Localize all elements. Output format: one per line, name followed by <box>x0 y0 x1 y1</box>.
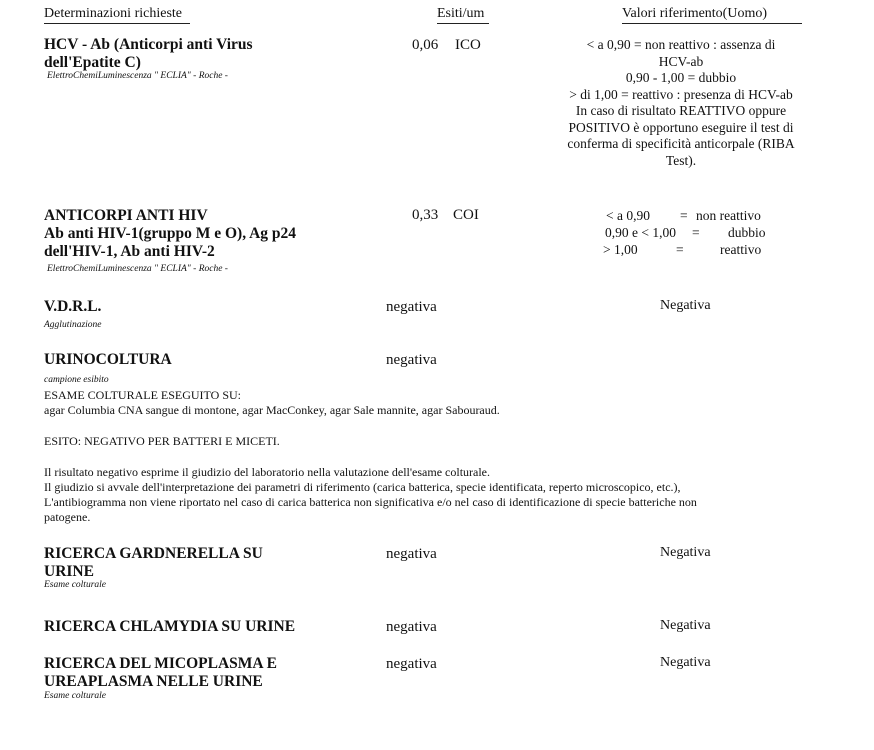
urino-note: L'antibiogramma non viene riportato nel caso di carica batterica non significativa e/o nel caso di identificazione di specie batteriche non <box>44 495 697 509</box>
header-underline <box>622 23 802 24</box>
hiv-ref-row: 0,90 e < 1,00 = dubbio <box>605 225 766 240</box>
hiv-ref-row: > 1,00 = reattivo <box>603 242 762 257</box>
hcv-reference: < a 0,90 = non reattivo : assenza di HCV-ab 0,90 - 1,00 = dubbio > di 1,00 = reattivo : presenza di HCV-ab In caso di risultato REATTIVO oppure POSITIVO è opportuno eseguire il test di conferma di specificità anticorpale (RIBA Test). <box>567 37 795 168</box>
chlam-title: RICERCA CHLAMYDIA SU URINE <box>44 618 296 635</box>
hiv-ref-row: < a 0,90 = non reattivo <box>606 208 761 223</box>
mico-title: RICERCA DEL MICOPLASMA E UREAPLASMA NELLE URINE <box>44 655 277 690</box>
header-results: Esiti/um <box>437 6 485 21</box>
gard-value: negativa <box>386 546 437 562</box>
urino-note: Il risultato negativo esprime il giudizio del laboratorio nella valutazione dell'esame colturale. <box>44 465 491 479</box>
mico-value: negativa <box>386 656 437 672</box>
header-tests: Determinazioni richieste <box>44 6 182 21</box>
header-underline <box>437 23 489 24</box>
urino-esito: ESITO: NEGATIVO PER BATTERI E MICETI. <box>44 434 280 448</box>
header-reference: Valori riferimento(Uomo) <box>622 6 768 21</box>
hcv-title: HCV - Ab (Anticorpi anti Virus dell'Epatite C) <box>44 36 253 71</box>
urino-value: negativa <box>386 352 437 368</box>
vdrl-value: negativa <box>386 299 437 315</box>
hcv-value: 0,06 <box>412 37 439 53</box>
mico-reference: Negativa <box>660 655 711 670</box>
vdrl-method: Agglutinazione <box>44 320 102 330</box>
chlam-value: negativa <box>386 619 437 635</box>
hiv-method: ElettroChemiLuminescenza " ECLIA" - Roche - <box>47 264 228 274</box>
hiv-reference <box>600 207 800 258</box>
header-underline <box>44 23 190 24</box>
hcv-unit: ICO <box>455 37 481 53</box>
vdrl-title: V.D.R.L. <box>44 298 102 315</box>
hiv-title: ANTICORPI ANTI HIV Ab anti HIV-1(gruppo M e O), Ag p24 dell'HIV-1, Ab anti HIV-2 <box>44 207 297 260</box>
urino-title: URINOCOLTURA <box>44 351 172 368</box>
hiv-value: 0,33 <box>412 207 439 223</box>
urino-note: Il giudizio si avvale dell'interpretazione dei parametri di riferimento (carica batterica, specie identificata, reperto microscopico, etc.), <box>44 480 681 494</box>
chlam-reference: Negativa <box>660 618 711 633</box>
vdrl-reference: Negativa <box>660 298 711 313</box>
urino-note: patogene. <box>44 510 91 524</box>
urino-method: campione esibito <box>44 375 109 385</box>
urino-media: agar Columbia CNA sangue di montone, agar MacConkey, agar Sale mannite, agar Sabouraud. <box>44 403 500 417</box>
gard-method: Esame colturale <box>44 580 107 590</box>
hcv-method: ElettroChemiLuminescenza " ECLIA" - Roche - <box>47 71 228 81</box>
urino-exam-heading: ESAME COLTURALE ESEGUITO SU: <box>44 388 242 402</box>
gard-reference: Negativa <box>660 545 711 560</box>
gard-title: RICERCA GARDNERELLA SU URINE <box>44 545 263 580</box>
mico-method: Esame colturale <box>44 691 107 701</box>
hiv-unit: COI <box>453 207 479 223</box>
